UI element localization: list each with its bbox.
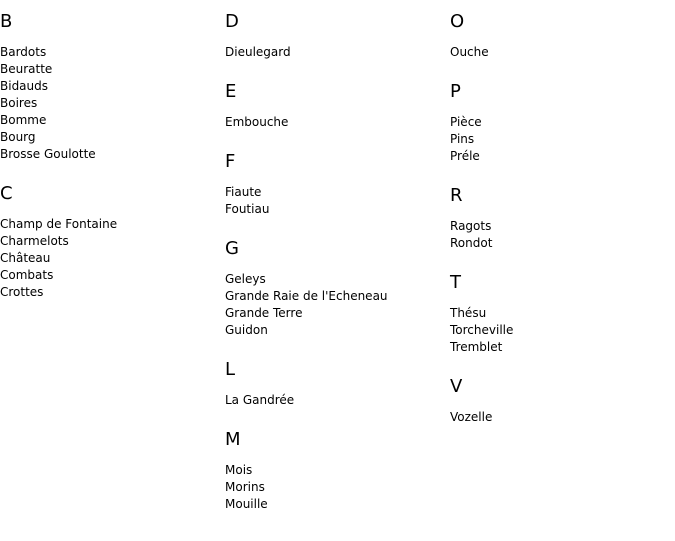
letter-heading: D: [225, 11, 239, 32]
letter-heading: O: [450, 11, 465, 32]
letter-heading: V: [450, 376, 463, 397]
letter-group-c: [0, 182, 225, 301]
place-name: La Gandrée: [225, 393, 295, 407]
place-name: Préle: [450, 149, 480, 163]
letter-heading: P: [450, 81, 461, 102]
place-name: Dieulegard: [225, 45, 291, 59]
letter-heading: G: [225, 238, 239, 259]
place-name: Bardots: [0, 45, 47, 59]
place-name: Pièce: [450, 115, 482, 129]
letter-heading: T: [450, 272, 461, 293]
place-name: Bourg: [0, 130, 36, 144]
letter-heading: R: [450, 185, 463, 206]
place-name: Ouche: [450, 45, 489, 59]
place-name: Thésu: [450, 306, 487, 320]
place-name: Mois: [225, 463, 253, 477]
letter-group-o: [450, 10, 675, 61]
place-name: Bidauds: [0, 79, 49, 93]
letter-heading: F: [225, 151, 236, 172]
place-name: Charmelots: [0, 234, 69, 248]
letter-heading: E: [225, 81, 237, 102]
letter-group-r: [450, 184, 675, 252]
place-name: Mouille: [225, 497, 268, 511]
place-name: Grande Raie de l'Echeneau: [225, 289, 388, 303]
letter-group-t: [450, 271, 675, 356]
place-name: Guidon: [225, 323, 268, 337]
letter-group-p: [450, 80, 675, 165]
letter-heading: L: [225, 359, 236, 380]
letter-group-m: [225, 428, 450, 513]
letter-group-v: [450, 375, 675, 426]
letter-group-f: [225, 150, 450, 218]
letter-heading: C: [0, 183, 13, 204]
place-name: Geleys: [225, 272, 266, 286]
place-name: Vozelle: [450, 410, 493, 424]
letter-group-d: [225, 10, 450, 61]
place-name: Brosse Goulotte: [0, 147, 96, 161]
place-name: Torcheville: [450, 323, 514, 337]
letter-group-e: [225, 80, 450, 131]
place-name: Tremblet: [450, 340, 503, 354]
letter-group-b: [0, 10, 225, 163]
place-name: Château: [0, 251, 51, 265]
place-name: Combats: [0, 268, 54, 282]
index-column-2: [225, 10, 450, 532]
index-column-1: [0, 10, 225, 320]
place-name: Champ de Fontaine: [0, 217, 118, 231]
place-name: Crottes: [0, 285, 44, 299]
place-name: Fiaute: [225, 185, 262, 199]
place-name: Boires: [0, 96, 38, 110]
place-name: Pins: [450, 132, 475, 146]
letter-heading: B: [0, 11, 13, 32]
index-column-3: [450, 10, 675, 445]
letter-heading: M: [225, 429, 241, 450]
letter-group-l: [225, 358, 450, 409]
place-name: Grande Terre: [225, 306, 303, 320]
place-name: Embouche: [225, 115, 289, 129]
place-name: Morins: [225, 480, 265, 494]
letter-group-g: [225, 237, 450, 339]
place-name: Ragots: [450, 219, 492, 233]
place-name: Rondot: [450, 236, 493, 250]
place-name: Foutiau: [225, 202, 270, 216]
place-name: Bomme: [0, 113, 47, 127]
place-name: Beuratte: [0, 62, 53, 76]
